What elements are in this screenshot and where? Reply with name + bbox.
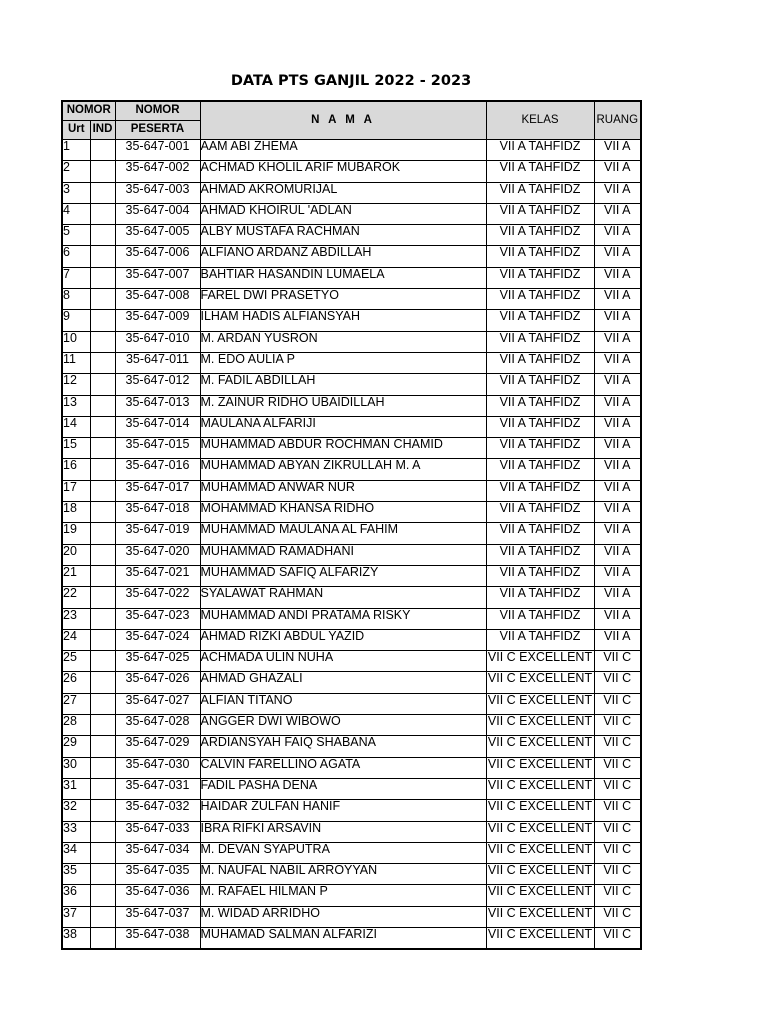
- cell-urt: 23: [62, 608, 90, 629]
- table-row: [62, 331, 641, 352]
- cell-urt: 29: [62, 736, 90, 757]
- cell-nama: BAHTIAR HASANDIN LUMAELA: [200, 267, 486, 288]
- cell-ruang: VII A: [594, 182, 641, 203]
- cell-nama: SYALAWAT RAHMAN: [200, 587, 486, 608]
- cell-urt: 34: [62, 842, 90, 863]
- table-row: [62, 352, 641, 373]
- cell-ind: [90, 289, 115, 310]
- cell-urt: 5: [62, 225, 90, 246]
- cell-nomor-peserta: 35-647-031: [115, 778, 200, 799]
- cell-nomor-peserta: 35-647-018: [115, 502, 200, 523]
- cell-kelas: VII C EXCELLENT: [486, 778, 594, 799]
- table-row: [62, 480, 641, 501]
- header-nomor-peserta-bottom: PESERTA: [115, 121, 200, 140]
- header-ind: IND: [90, 121, 115, 140]
- cell-nama: MUHAMMAD ABDUR ROCHMAN CHAMID: [200, 438, 486, 459]
- cell-nomor-peserta: 35-647-036: [115, 885, 200, 906]
- table-row: [62, 246, 641, 267]
- cell-ind: [90, 182, 115, 203]
- cell-kelas: VII A TAHFIDZ: [486, 416, 594, 437]
- cell-nomor-peserta: 35-647-008: [115, 289, 200, 310]
- cell-nomor-peserta: 35-647-020: [115, 544, 200, 565]
- cell-nomor-peserta: 35-647-027: [115, 693, 200, 714]
- table-row: [62, 757, 641, 778]
- cell-kelas: VII A TAHFIDZ: [486, 629, 594, 650]
- header-nama: N A M A: [200, 101, 486, 140]
- cell-ind: [90, 906, 115, 927]
- cell-nama: ALFIANO ARDANZ ABDILLAH: [200, 246, 486, 267]
- cell-nama: ACHMAD KHOLIL ARIF MUBAROK: [200, 161, 486, 182]
- cell-ruang: VII C: [594, 778, 641, 799]
- cell-nama: HAIDAR ZULFAN HANIF: [200, 800, 486, 821]
- table-body: [62, 140, 641, 950]
- cell-nama: FAREL DWI PRASETYO: [200, 289, 486, 310]
- table-row: [62, 182, 641, 203]
- cell-urt: 19: [62, 523, 90, 544]
- cell-ruang: VII A: [594, 523, 641, 544]
- table-row: [62, 140, 641, 161]
- cell-ind: [90, 140, 115, 161]
- cell-ruang: VII C: [594, 842, 641, 863]
- header-nomor: NOMOR: [62, 101, 115, 121]
- cell-kelas: VII A TAHFIDZ: [486, 352, 594, 373]
- table-row: [62, 608, 641, 629]
- cell-nama: M. NAUFAL NABIL ARROYYAN: [200, 864, 486, 885]
- table-row: [62, 864, 641, 885]
- cell-kelas: VII A TAHFIDZ: [486, 161, 594, 182]
- cell-nomor-peserta: 35-647-025: [115, 651, 200, 672]
- cell-kelas: VII A TAHFIDZ: [486, 246, 594, 267]
- cell-urt: 12: [62, 374, 90, 395]
- cell-nomor-peserta: 35-647-012: [115, 374, 200, 395]
- cell-nomor-peserta: 35-647-022: [115, 587, 200, 608]
- cell-ind: [90, 757, 115, 778]
- cell-urt: 25: [62, 651, 90, 672]
- cell-nama: AHMAD AKROMURIJAL: [200, 182, 486, 203]
- header-kelas: KELAS: [486, 101, 594, 140]
- cell-urt: 32: [62, 800, 90, 821]
- cell-kelas: VII A TAHFIDZ: [486, 438, 594, 459]
- cell-urt: 35: [62, 864, 90, 885]
- cell-urt: 13: [62, 395, 90, 416]
- table-row: [62, 438, 641, 459]
- cell-ind: [90, 800, 115, 821]
- cell-ind: [90, 629, 115, 650]
- cell-urt: 1: [62, 140, 90, 161]
- cell-ind: [90, 885, 115, 906]
- cell-urt: 18: [62, 502, 90, 523]
- cell-ind: [90, 693, 115, 714]
- header-ruang: RUANG: [594, 101, 641, 140]
- cell-ind: [90, 161, 115, 182]
- cell-urt: 21: [62, 565, 90, 586]
- cell-urt: 26: [62, 672, 90, 693]
- cell-nomor-peserta: 35-647-038: [115, 927, 200, 949]
- cell-ruang: VII A: [594, 502, 641, 523]
- cell-urt: 15: [62, 438, 90, 459]
- cell-nomor-peserta: 35-647-014: [115, 416, 200, 437]
- cell-ruang: VII A: [594, 310, 641, 331]
- cell-urt: 33: [62, 821, 90, 842]
- cell-ruang: VII A: [594, 331, 641, 352]
- cell-ind: [90, 608, 115, 629]
- table-row: [62, 161, 641, 182]
- cell-kelas: VII C EXCELLENT: [486, 693, 594, 714]
- cell-urt: 17: [62, 480, 90, 501]
- cell-ruang: VII C: [594, 715, 641, 736]
- cell-nomor-peserta: 35-647-021: [115, 565, 200, 586]
- cell-ruang: VII C: [594, 800, 641, 821]
- cell-ruang: VII A: [594, 140, 641, 161]
- cell-urt: 31: [62, 778, 90, 799]
- cell-kelas: VII A TAHFIDZ: [486, 225, 594, 246]
- cell-ruang: VII C: [594, 821, 641, 842]
- cell-ind: [90, 480, 115, 501]
- cell-ind: [90, 246, 115, 267]
- cell-ruang: VII C: [594, 651, 641, 672]
- cell-kelas: VII C EXCELLENT: [486, 927, 594, 949]
- cell-kelas: VII C EXCELLENT: [486, 821, 594, 842]
- table-row: [62, 906, 641, 927]
- cell-urt: 30: [62, 757, 90, 778]
- cell-nomor-peserta: 35-647-010: [115, 331, 200, 352]
- cell-ruang: VII C: [594, 906, 641, 927]
- table-row: [62, 395, 641, 416]
- cell-nama: ARDIANSYAH FAIQ SHABANA: [200, 736, 486, 757]
- cell-urt: 16: [62, 459, 90, 480]
- header-urt: Urt: [62, 121, 90, 140]
- cell-ind: [90, 821, 115, 842]
- cell-nama: MAULANA ALFARIJI: [200, 416, 486, 437]
- cell-ruang: VII C: [594, 885, 641, 906]
- cell-nomor-peserta: 35-647-034: [115, 842, 200, 863]
- cell-ind: [90, 736, 115, 757]
- table-row: [62, 289, 641, 310]
- cell-ind: [90, 310, 115, 331]
- cell-urt: 38: [62, 927, 90, 949]
- cell-nama: M. FADIL ABDILLAH: [200, 374, 486, 395]
- cell-kelas: VII A TAHFIDZ: [486, 565, 594, 586]
- cell-urt: 9: [62, 310, 90, 331]
- cell-nama: M. DEVAN SYAPUTRA: [200, 842, 486, 863]
- page-title: DATA PTS GANJIL 2022 - 2023: [230, 73, 472, 89]
- cell-nama: ALBY MUSTAFA RACHMAN: [200, 225, 486, 246]
- cell-ind: [90, 523, 115, 544]
- cell-nama: MUHAMMAD MAULANA AL FAHIM: [200, 523, 486, 544]
- table-row: [62, 459, 641, 480]
- cell-nomor-peserta: 35-647-037: [115, 906, 200, 927]
- cell-kelas: VII A TAHFIDZ: [486, 459, 594, 480]
- cell-ind: [90, 395, 115, 416]
- cell-ind: [90, 502, 115, 523]
- cell-urt: 37: [62, 906, 90, 927]
- cell-kelas: VII A TAHFIDZ: [486, 289, 594, 310]
- cell-ruang: VII A: [594, 565, 641, 586]
- cell-ruang: VII C: [594, 693, 641, 714]
- cell-nomor-peserta: 35-647-004: [115, 203, 200, 224]
- cell-ruang: VII A: [594, 629, 641, 650]
- participant-table: [61, 100, 642, 950]
- cell-nomor-peserta: 35-647-016: [115, 459, 200, 480]
- cell-ind: [90, 438, 115, 459]
- cell-nama: AAM ABI ZHEMA: [200, 140, 486, 161]
- cell-nomor-peserta: 35-647-007: [115, 267, 200, 288]
- table-row: [62, 629, 641, 650]
- cell-urt: 24: [62, 629, 90, 650]
- cell-nama: ILHAM HADIS ALFIANSYAH: [200, 310, 486, 331]
- cell-kelas: VII C EXCELLENT: [486, 651, 594, 672]
- cell-ruang: VII A: [594, 459, 641, 480]
- cell-kelas: VII A TAHFIDZ: [486, 608, 594, 629]
- cell-nomor-peserta: 35-647-026: [115, 672, 200, 693]
- cell-ruang: VII A: [594, 416, 641, 437]
- cell-ind: [90, 864, 115, 885]
- cell-ind: [90, 544, 115, 565]
- cell-kelas: VII A TAHFIDZ: [486, 140, 594, 161]
- cell-nomor-peserta: 35-647-015: [115, 438, 200, 459]
- cell-ruang: VII A: [594, 289, 641, 310]
- table-row: [62, 672, 641, 693]
- cell-nama: M. RAFAEL HILMAN P: [200, 885, 486, 906]
- cell-kelas: VII A TAHFIDZ: [486, 267, 594, 288]
- table-row: [62, 587, 641, 608]
- cell-nomor-peserta: 35-647-023: [115, 608, 200, 629]
- cell-kelas: VII C EXCELLENT: [486, 800, 594, 821]
- cell-nama: MUHAMMAD RAMADHANI: [200, 544, 486, 565]
- cell-nama: MOHAMMAD KHANSA RIDHO: [200, 502, 486, 523]
- cell-ind: [90, 651, 115, 672]
- cell-nomor-peserta: 35-647-030: [115, 757, 200, 778]
- cell-kelas: VII A TAHFIDZ: [486, 203, 594, 224]
- cell-nama: AHMAD KHOIRUL 'ADLAN: [200, 203, 486, 224]
- cell-ruang: VII A: [594, 267, 641, 288]
- cell-urt: 8: [62, 289, 90, 310]
- cell-nama: FADIL PASHA DENA: [200, 778, 486, 799]
- cell-urt: 36: [62, 885, 90, 906]
- cell-kelas: VII A TAHFIDZ: [486, 374, 594, 395]
- table-row: [62, 416, 641, 437]
- cell-nama: MUHAMMAD ANWAR NUR: [200, 480, 486, 501]
- cell-ruang: VII C: [594, 864, 641, 885]
- cell-ruang: VII A: [594, 352, 641, 373]
- cell-ind: [90, 927, 115, 949]
- table-row: [62, 651, 641, 672]
- cell-nama: ACHMADA ULIN NUHA: [200, 651, 486, 672]
- cell-ind: [90, 565, 115, 586]
- table-row: [62, 267, 641, 288]
- cell-kelas: VII A TAHFIDZ: [486, 523, 594, 544]
- header-nomor-peserta-top: NOMOR: [115, 101, 200, 121]
- table-row: [62, 821, 641, 842]
- cell-nomor-peserta: 35-647-009: [115, 310, 200, 331]
- cell-kelas: VII C EXCELLENT: [486, 672, 594, 693]
- table-row: [62, 374, 641, 395]
- cell-nomor-peserta: 35-647-017: [115, 480, 200, 501]
- cell-nomor-peserta: 35-647-011: [115, 352, 200, 373]
- table-header: [62, 101, 641, 140]
- cell-nama: ALFIAN TITANO: [200, 693, 486, 714]
- cell-ind: [90, 374, 115, 395]
- cell-nama: M. ARDAN YUSRON: [200, 331, 486, 352]
- cell-nomor-peserta: 35-647-013: [115, 395, 200, 416]
- table-row: [62, 502, 641, 523]
- cell-ind: [90, 416, 115, 437]
- cell-kelas: VII A TAHFIDZ: [486, 587, 594, 608]
- cell-nomor-peserta: 35-647-032: [115, 800, 200, 821]
- cell-nama: M. EDO AULIA P: [200, 352, 486, 373]
- table-row: [62, 927, 641, 949]
- cell-ind: [90, 331, 115, 352]
- cell-ind: [90, 352, 115, 373]
- cell-ruang: VII A: [594, 203, 641, 224]
- cell-kelas: VII C EXCELLENT: [486, 736, 594, 757]
- cell-nomor-peserta: 35-647-028: [115, 715, 200, 736]
- cell-urt: 6: [62, 246, 90, 267]
- cell-ruang: VII A: [594, 480, 641, 501]
- cell-ruang: VII A: [594, 374, 641, 395]
- cell-nama: M. WIDAD ARRIDHO: [200, 906, 486, 927]
- cell-kelas: VII C EXCELLENT: [486, 757, 594, 778]
- cell-urt: 2: [62, 161, 90, 182]
- cell-kelas: VII A TAHFIDZ: [486, 480, 594, 501]
- cell-ind: [90, 459, 115, 480]
- cell-ruang: VII C: [594, 736, 641, 757]
- cell-kelas: VII A TAHFIDZ: [486, 331, 594, 352]
- cell-ruang: VII A: [594, 544, 641, 565]
- cell-ruang: VII A: [594, 161, 641, 182]
- cell-kelas: VII A TAHFIDZ: [486, 502, 594, 523]
- cell-nomor-peserta: 35-647-003: [115, 182, 200, 203]
- table-row: [62, 565, 641, 586]
- cell-urt: 10: [62, 331, 90, 352]
- table-row: [62, 523, 641, 544]
- table-row: [62, 310, 641, 331]
- cell-nama: ANGGER DWI WIBOWO: [200, 715, 486, 736]
- cell-nama: MUHAMMAD SAFIQ ALFARIZY: [200, 565, 486, 586]
- cell-kelas: VII A TAHFIDZ: [486, 310, 594, 331]
- cell-ruang: VII C: [594, 757, 641, 778]
- cell-nama: AHMAD GHAZALI: [200, 672, 486, 693]
- cell-nama: M. ZAINUR RIDHO UBAIDILLAH: [200, 395, 486, 416]
- cell-kelas: VII A TAHFIDZ: [486, 395, 594, 416]
- cell-ind: [90, 587, 115, 608]
- cell-kelas: VII C EXCELLENT: [486, 715, 594, 736]
- cell-ruang: VII A: [594, 246, 641, 267]
- cell-nama: AHMAD RIZKI ABDUL YAZID: [200, 629, 486, 650]
- cell-ind: [90, 842, 115, 863]
- cell-urt: 14: [62, 416, 90, 437]
- table-row: [62, 736, 641, 757]
- cell-nama: MUHAMMAD ANDI PRATAMA RISKY: [200, 608, 486, 629]
- cell-ind: [90, 672, 115, 693]
- cell-nomor-peserta: 35-647-035: [115, 864, 200, 885]
- table-row: [62, 778, 641, 799]
- cell-ind: [90, 203, 115, 224]
- cell-urt: 27: [62, 693, 90, 714]
- cell-ruang: VII A: [594, 438, 641, 459]
- cell-urt: 7: [62, 267, 90, 288]
- cell-kelas: VII C EXCELLENT: [486, 864, 594, 885]
- cell-urt: 20: [62, 544, 90, 565]
- cell-ruang: VII C: [594, 927, 641, 949]
- cell-nomor-peserta: 35-647-033: [115, 821, 200, 842]
- table-row: [62, 885, 641, 906]
- cell-nama: CALVIN FARELLINO AGATA: [200, 757, 486, 778]
- cell-ruang: VII A: [594, 587, 641, 608]
- cell-nama: MUHAMAD SALMAN ALFARIZI: [200, 927, 486, 949]
- cell-kelas: VII A TAHFIDZ: [486, 182, 594, 203]
- cell-urt: 4: [62, 203, 90, 224]
- cell-ind: [90, 267, 115, 288]
- table-row: [62, 693, 641, 714]
- cell-ruang: VII A: [594, 395, 641, 416]
- cell-nomor-peserta: 35-647-006: [115, 246, 200, 267]
- cell-kelas: VII C EXCELLENT: [486, 885, 594, 906]
- cell-nomor-peserta: 35-647-019: [115, 523, 200, 544]
- cell-kelas: VII A TAHFIDZ: [486, 544, 594, 565]
- cell-nomor-peserta: 35-647-029: [115, 736, 200, 757]
- table-row: [62, 842, 641, 863]
- table-row: [62, 203, 641, 224]
- cell-ind: [90, 225, 115, 246]
- table-row: [62, 715, 641, 736]
- cell-ruang: VII A: [594, 608, 641, 629]
- cell-urt: 28: [62, 715, 90, 736]
- cell-kelas: VII C EXCELLENT: [486, 906, 594, 927]
- cell-kelas: VII C EXCELLENT: [486, 842, 594, 863]
- table-row: [62, 544, 641, 565]
- cell-ind: [90, 715, 115, 736]
- cell-nama: IBRA RIFKI ARSAVIN: [200, 821, 486, 842]
- cell-ruang: VII A: [594, 225, 641, 246]
- cell-urt: 11: [62, 352, 90, 373]
- table-row: [62, 800, 641, 821]
- table-row: [62, 225, 641, 246]
- cell-ind: [90, 778, 115, 799]
- cell-nomor-peserta: 35-647-024: [115, 629, 200, 650]
- cell-urt: 22: [62, 587, 90, 608]
- cell-nomor-peserta: 35-647-002: [115, 161, 200, 182]
- cell-nama: MUHAMMAD ABYAN ZIKRULLAH M. A: [200, 459, 486, 480]
- cell-urt: 3: [62, 182, 90, 203]
- cell-ruang: VII C: [594, 672, 641, 693]
- cell-nomor-peserta: 35-647-005: [115, 225, 200, 246]
- cell-nomor-peserta: 35-647-001: [115, 140, 200, 161]
